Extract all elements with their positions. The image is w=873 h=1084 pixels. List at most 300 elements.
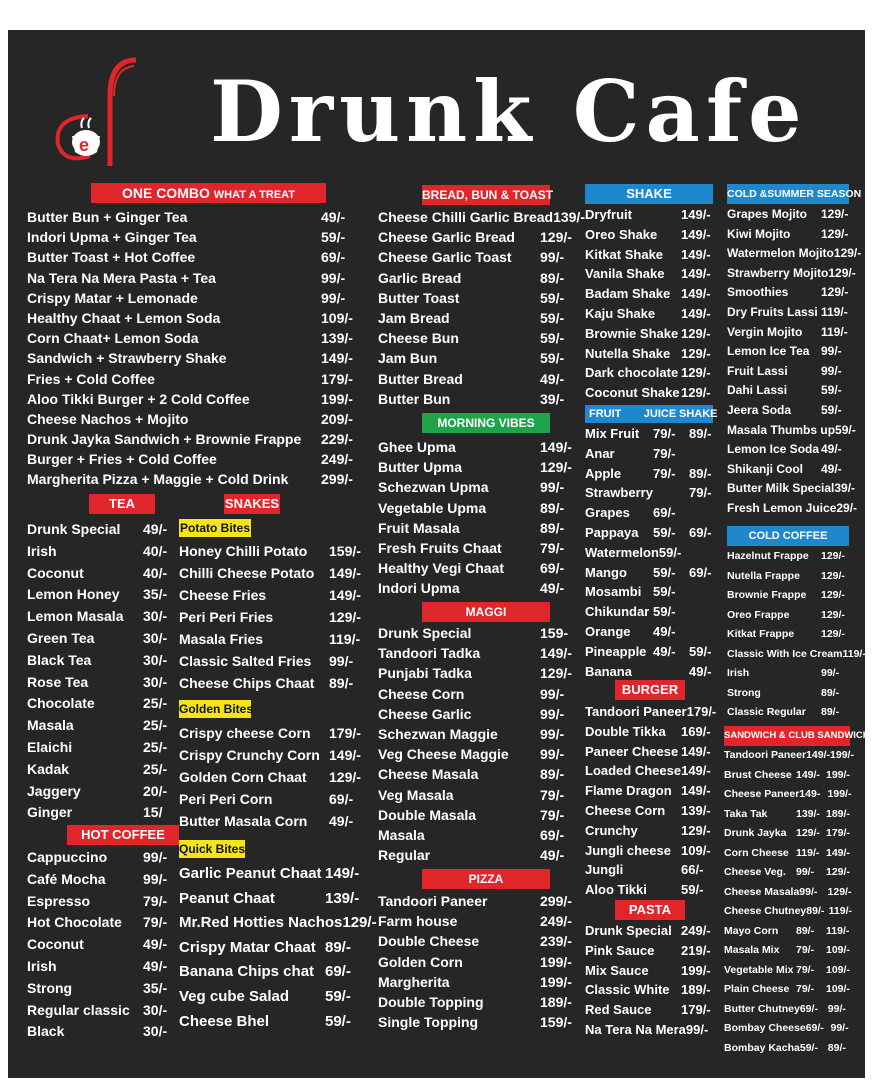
- item-name: Double Topping: [378, 993, 484, 1010]
- item-price: 129/-: [827, 885, 852, 898]
- menu-item: [727, 264, 856, 284]
- menu-item: [179, 911, 377, 936]
- item-price: 149/-: [321, 350, 353, 367]
- item-price: 99/-: [830, 1022, 849, 1034]
- item-price: 79/-: [653, 426, 676, 441]
- item-name: Lemon Ice Soda: [727, 442, 820, 457]
- item-price: 99/-: [143, 849, 168, 865]
- item-price: 109/-: [681, 842, 711, 858]
- menu-item: [378, 643, 578, 663]
- item-name: Vegetable Mix: [724, 963, 794, 976]
- item-name: Cheese Paneer: [724, 788, 800, 800]
- item-price: 25/-: [143, 695, 168, 712]
- item-price: 149/-: [681, 763, 711, 779]
- item-price: 89/-: [329, 675, 354, 691]
- menu-item: [378, 623, 578, 643]
- item-price: 89/-: [821, 706, 840, 718]
- menu-item: [27, 429, 365, 449]
- item-price: 129/-: [821, 207, 849, 221]
- item-price: 89/-: [821, 686, 840, 699]
- item-name: Brust Cheese: [724, 768, 792, 781]
- menu-item: [727, 499, 858, 519]
- item-price: [692, 543, 719, 563]
- combo-section: [27, 183, 365, 490]
- menu-item: [378, 389, 578, 409]
- menu-item: [585, 941, 719, 961]
- menu-item: [727, 645, 866, 665]
- menu-item: [27, 369, 365, 389]
- hot-coffee-section: [27, 825, 177, 1043]
- menu-item: [27, 207, 365, 227]
- menu-item: [585, 582, 719, 602]
- menu-item: [727, 244, 862, 264]
- item-name: Cheese Nachos + Mojito: [27, 410, 189, 427]
- item-price: 69/-: [325, 963, 351, 981]
- menu-item: [585, 880, 719, 900]
- menu-item: [727, 567, 851, 587]
- menu-item: [27, 759, 177, 781]
- item-price: 109/-: [826, 963, 850, 976]
- sandwich-section: [724, 726, 870, 1058]
- menu-item: [378, 931, 578, 951]
- item-name: Orange: [585, 623, 631, 639]
- menu-item: [27, 978, 177, 1000]
- maggi-section: [378, 602, 578, 865]
- item-price: 249/-: [540, 913, 572, 930]
- item-price: 30/-: [143, 629, 168, 646]
- menu-item: [27, 348, 365, 368]
- item-price: 49/-: [821, 442, 842, 457]
- menu-item: [585, 921, 719, 941]
- item-price: 49/-: [143, 957, 168, 974]
- menu-item: [724, 766, 852, 786]
- item-price: 129/-: [329, 609, 361, 625]
- menu-item: [585, 1020, 719, 1040]
- morning-section: [378, 413, 578, 599]
- menu-item: [585, 801, 719, 821]
- item-name: Red Sauce: [585, 1002, 652, 1018]
- item-price: 59/-: [540, 330, 565, 347]
- maggi-list: [378, 623, 578, 865]
- menu-item: [585, 424, 719, 444]
- item-name: Flame Dragon: [585, 783, 672, 799]
- item-price: 219/-: [681, 942, 711, 958]
- item-name: Pink Sauce: [585, 942, 655, 958]
- item-price: 30/-: [143, 1023, 168, 1040]
- menu-item: [585, 245, 719, 265]
- item-price: 79/-: [796, 963, 815, 976]
- item-price: 129/-: [681, 385, 711, 401]
- menu-item: [378, 437, 578, 457]
- item-name: Masala Fries: [179, 631, 264, 647]
- item-name: Golden Corn: [378, 953, 463, 970]
- tea-list: [27, 519, 177, 824]
- item-price: 129/-: [540, 229, 572, 246]
- item-price: 139/-: [553, 209, 585, 225]
- item-price: 99/-: [329, 653, 354, 669]
- item-name: Apple: [585, 465, 622, 481]
- menu-item: [724, 785, 852, 805]
- item-price: 149/-: [329, 587, 361, 603]
- item-price: 149/-: [540, 645, 572, 662]
- item-price: 59/-: [653, 564, 676, 580]
- item-name: Cheese Masala: [724, 885, 800, 898]
- snakes-header: SNAKES: [224, 494, 280, 514]
- item-price: 149/-: [796, 768, 820, 781]
- item-name: Nutella Frappe: [727, 569, 800, 582]
- item-name: Nutella Shake: [585, 345, 671, 361]
- item-price: 69/-: [799, 1002, 818, 1015]
- item-price: 39/-: [834, 481, 856, 496]
- menu-item: [27, 469, 365, 489]
- item-name: Cheese Garlic Bread: [378, 229, 515, 246]
- menu-item: [727, 323, 851, 343]
- menu-item: [585, 563, 719, 583]
- item-name: Butter Milk Special: [727, 481, 835, 496]
- menu-item: [378, 227, 578, 247]
- item-name: Crunchy: [585, 822, 638, 838]
- item-name: Punjabi Tadka: [378, 665, 472, 682]
- item-price: 129/-: [342, 914, 377, 932]
- summer-list: [727, 205, 862, 519]
- item-price: 189/-: [540, 993, 572, 1010]
- item-name: Tandoori Paneer: [378, 893, 488, 909]
- cold-coffee-list: [727, 547, 866, 723]
- item-price: 159/-: [540, 1014, 572, 1031]
- item-name: Cheese Chutney: [724, 905, 807, 917]
- item-price: 79/-: [143, 914, 168, 931]
- item-name: Cheese Chips Chaat: [179, 675, 315, 691]
- item-price: 25/-: [143, 738, 168, 755]
- item-name: Kitkat Frappe: [727, 628, 795, 640]
- item-price: 139/-: [681, 802, 711, 818]
- item-price: 49/-: [321, 209, 346, 225]
- item-price: 129/-: [821, 226, 849, 241]
- item-name: Mix Fruit: [585, 426, 640, 441]
- menu-item: [179, 744, 369, 766]
- item-name: Irish: [727, 667, 750, 679]
- item-price: [653, 662, 689, 682]
- menu-item: [585, 841, 719, 861]
- item-name: Garlic Peanut Chaat: [179, 865, 322, 882]
- item-name: Dryfruit: [585, 207, 632, 222]
- item-price: 69/-: [321, 249, 346, 266]
- item-price: 29/-: [836, 500, 858, 515]
- item-name: Regular: [378, 847, 431, 864]
- menu-item: [27, 869, 177, 891]
- item-name: Healthy Vegi Chaat: [378, 560, 505, 577]
- item-price: 59/-: [653, 604, 676, 620]
- item-price: 239/-: [540, 933, 572, 950]
- item-price: 129/-: [821, 589, 845, 601]
- menu-item: [727, 460, 851, 480]
- menu-item: [378, 992, 578, 1012]
- item-name: Cheese Bun: [378, 330, 459, 347]
- item-name: Drunk Jayka: [724, 827, 787, 839]
- menu-item: [585, 742, 719, 762]
- item-name: Grapes Mojito: [727, 207, 808, 221]
- summer-section: [727, 184, 862, 519]
- item-price: 59/-: [325, 987, 351, 1005]
- item-price: 119/-: [828, 905, 852, 917]
- item-price: 149/-: [681, 246, 711, 262]
- menu-item: [727, 625, 851, 645]
- item-price: 66/-: [681, 862, 704, 878]
- item-price: 35/-: [143, 979, 168, 996]
- quick-bites-list: [179, 862, 377, 1034]
- item-price: 179/-: [681, 1002, 711, 1018]
- item-price: 99/-: [685, 1021, 709, 1037]
- item-name: Elaichi: [27, 738, 73, 755]
- item-price: 189/-: [826, 807, 850, 820]
- menu-item: [179, 936, 369, 961]
- menu-item: [27, 956, 177, 978]
- menu-item: [585, 483, 719, 503]
- item-price: 99/-: [540, 479, 565, 496]
- item-price: 249/-: [681, 923, 711, 938]
- menu-item: [727, 664, 851, 684]
- menu-item: [378, 704, 578, 724]
- item-name: Indori Upma + Ginger Tea: [27, 229, 197, 246]
- hot-coffee-header: HOT COFFEE: [67, 825, 179, 845]
- item-name: Mayo Corn: [724, 924, 779, 937]
- bread-section: [378, 185, 585, 409]
- page-title: Drunk Cafe: [210, 62, 808, 161]
- item-name: Veg Masala: [378, 786, 454, 803]
- item-name: Crispy Matar Chaat: [179, 938, 316, 956]
- potato-bites-header: Potato Bites: [179, 521, 250, 535]
- menu-item: [724, 1039, 852, 1059]
- menu-item: [27, 449, 365, 469]
- shake-list: [585, 205, 719, 403]
- item-name: Cheese Chilli Garlic Bread: [378, 209, 554, 225]
- item-name: Grapes: [585, 505, 630, 521]
- item-price: 25/-: [143, 760, 168, 777]
- item-name: Café Mocha: [27, 870, 106, 887]
- shake-section: [585, 184, 719, 403]
- menu-item: [378, 663, 578, 683]
- item-price: 149/-: [681, 743, 711, 759]
- item-name: Shikanji Cool: [727, 461, 804, 476]
- item-name: Schezwan Upma: [378, 479, 489, 496]
- item-name: Golden Corn Chaat: [179, 769, 307, 785]
- item-price: 49/-: [821, 461, 842, 476]
- item-name: Sandwich + Strawberry Shake: [27, 350, 227, 367]
- item-price: 49/-: [143, 521, 168, 537]
- item-name: Coconut: [27, 936, 84, 953]
- item-name: Drunk Jayka Sandwich + Brownie Frappe: [27, 431, 302, 448]
- item-name: Brownie Frappe: [727, 589, 807, 601]
- item-price: 89/-: [540, 766, 565, 783]
- menu-item: [724, 980, 852, 1000]
- item-name: Cheese Bhel: [179, 1012, 270, 1030]
- item-name: Irish: [27, 542, 57, 559]
- item-price: 199/-: [540, 953, 572, 970]
- menu-item: [585, 1000, 719, 1020]
- item-name: Bombay Kacha: [724, 1041, 800, 1054]
- item-price: 129/-: [828, 265, 856, 280]
- menu-item: [585, 602, 719, 622]
- menu-item: [585, 324, 719, 344]
- item-name: Banana Chips chat: [179, 963, 315, 981]
- item-name: Pappaya: [585, 524, 639, 540]
- item-name: Classic White: [585, 982, 670, 998]
- menu-item: [585, 205, 719, 225]
- item-name: Watermelon: [585, 544, 659, 560]
- item-price: 139/-: [325, 889, 360, 907]
- item-name: Classic Regular: [727, 706, 806, 718]
- menu-item: [378, 578, 578, 598]
- item-name: Taka Tak: [724, 807, 768, 820]
- item-name: Coconut: [27, 564, 84, 581]
- menu-item: [27, 519, 177, 541]
- item-name: Strong: [727, 686, 761, 699]
- tea-header: TEA: [89, 494, 155, 514]
- menu-item: [585, 662, 719, 682]
- item-name: Fresh Fruits Chaat: [378, 539, 502, 556]
- menu-item: [27, 628, 177, 650]
- menu-item: [179, 960, 369, 985]
- menu-item: [179, 540, 369, 562]
- item-name: Cheese Garlic Toast: [378, 249, 512, 266]
- item-price: 59/-: [799, 1041, 818, 1054]
- item-name: Mango: [585, 564, 627, 580]
- item-price: 199/-: [540, 973, 572, 990]
- menu-item: [585, 503, 719, 523]
- item-price: 89/-: [540, 499, 565, 516]
- item-name: Badam Shake: [585, 286, 671, 302]
- item-name: Fruit Masala: [378, 519, 460, 536]
- item-price: 209/-: [321, 410, 353, 427]
- item-price: 59/-: [689, 643, 712, 659]
- item-price: 40/-: [143, 564, 168, 581]
- menu-item: [378, 268, 578, 288]
- item-name: Corn Chaat+ Lemon Soda: [27, 330, 199, 347]
- menu-item: [585, 761, 719, 781]
- item-name: Jaggery: [27, 782, 81, 799]
- menu-item: [27, 737, 177, 759]
- item-price: 15/: [143, 804, 163, 821]
- combo-list: [27, 207, 365, 490]
- item-price: 149/-: [681, 305, 711, 321]
- golden-bites-section: [179, 700, 369, 832]
- item-name: Crispy Crunchy Corn: [179, 747, 320, 763]
- item-name: Na Tera Na Mera Pasta + Tea: [27, 269, 216, 286]
- item-price: 129/-: [821, 569, 845, 582]
- item-name: Masala: [378, 826, 425, 843]
- item-name: Mix Sauce: [585, 962, 649, 978]
- item-name: Peanut Chaat: [179, 889, 275, 907]
- item-name: Drunk Special: [27, 521, 121, 537]
- menu-item: [378, 247, 578, 267]
- item-price: 99/-: [540, 705, 565, 722]
- item-price: 35/-: [143, 586, 168, 603]
- sandwich-header: SANDWICH & CLUB SANDWICH: [724, 726, 850, 746]
- menu-item: [727, 381, 851, 401]
- item-price: 49/-: [653, 643, 676, 659]
- menu-item: [179, 606, 369, 628]
- menu-item: [378, 538, 578, 558]
- menu-item: [179, 887, 369, 912]
- menu-item: [378, 1012, 578, 1032]
- menu-item: [724, 961, 852, 981]
- item-name: Crispy Matar + Lemonade: [27, 289, 198, 306]
- item-name: Green Tea: [27, 629, 95, 646]
- item-name: Butter Bun: [378, 390, 451, 407]
- menu-item: [724, 922, 852, 942]
- menu-item: [727, 342, 851, 362]
- menu-item: [724, 902, 852, 922]
- item-name: Drunk Special: [378, 625, 472, 641]
- item-price: 129/-: [681, 325, 711, 341]
- item-name: Butter Bun + Ginger Tea: [27, 209, 188, 225]
- menu-item: [727, 303, 851, 323]
- item-name: Dark chocolate: [585, 365, 679, 381]
- burger-list: [585, 702, 719, 900]
- menu-item: [378, 744, 578, 764]
- item-price: 149-: [799, 788, 821, 800]
- item-name: Schezwan Maggie: [378, 725, 498, 742]
- menu-item: [727, 684, 851, 704]
- item-name: Drunk Special: [585, 923, 672, 938]
- menu-item: [378, 891, 578, 911]
- item-price: 149/-: [681, 207, 711, 222]
- menu-item: [378, 328, 578, 348]
- item-price: 129/-: [329, 769, 361, 785]
- item-name: Ghee Upma: [378, 439, 456, 455]
- menu-item: [378, 207, 585, 227]
- sandwich-list: [724, 746, 852, 1058]
- menu-item: [179, 985, 369, 1010]
- menu-item: [179, 1010, 369, 1035]
- item-price: 129/-: [821, 628, 845, 640]
- item-price: 39/-: [540, 390, 565, 407]
- item-name: Double Cheese: [378, 933, 480, 950]
- item-name: Cappuccino: [27, 849, 108, 865]
- item-name: Masala Thumbs up: [727, 422, 836, 437]
- menu-item: [179, 650, 369, 672]
- bread-list: [378, 207, 585, 409]
- item-price: 99/-: [540, 685, 565, 702]
- item-name: Aloo Tikki: [585, 882, 647, 898]
- menu-item: [585, 702, 719, 722]
- item-name: Na Tera Na Mera: [585, 1021, 686, 1037]
- item-price: 79/-: [796, 944, 815, 956]
- pizza-header: PIZZA: [422, 869, 550, 889]
- menu-item: [179, 628, 369, 650]
- item-price: 89/-: [689, 426, 712, 441]
- tea-section: [27, 494, 177, 824]
- summer-header: COLD &SUMMER SEASON: [727, 184, 849, 204]
- menu-item: [727, 421, 856, 441]
- menu-item: [378, 911, 578, 931]
- item-name: Mr.Red Hotties Nachos: [179, 914, 343, 932]
- item-price: 69/-: [653, 505, 676, 521]
- menu-item: [585, 225, 719, 245]
- menu-item: [179, 722, 369, 744]
- item-name: Cheese Corn: [585, 802, 666, 818]
- menu-item: [727, 703, 851, 723]
- item-name: Healthy Chaat + Lemon Soda: [27, 309, 221, 326]
- item-price: 99/-: [321, 269, 346, 286]
- item-price: 59/-: [681, 882, 704, 898]
- menu-item: [727, 479, 856, 499]
- item-name: Black: [27, 1023, 65, 1040]
- item-price: 49/-: [540, 370, 565, 387]
- item-name: Vegetable Upma: [378, 499, 487, 516]
- item-price: 99/-: [540, 725, 565, 742]
- item-name: Margherita: [378, 973, 450, 990]
